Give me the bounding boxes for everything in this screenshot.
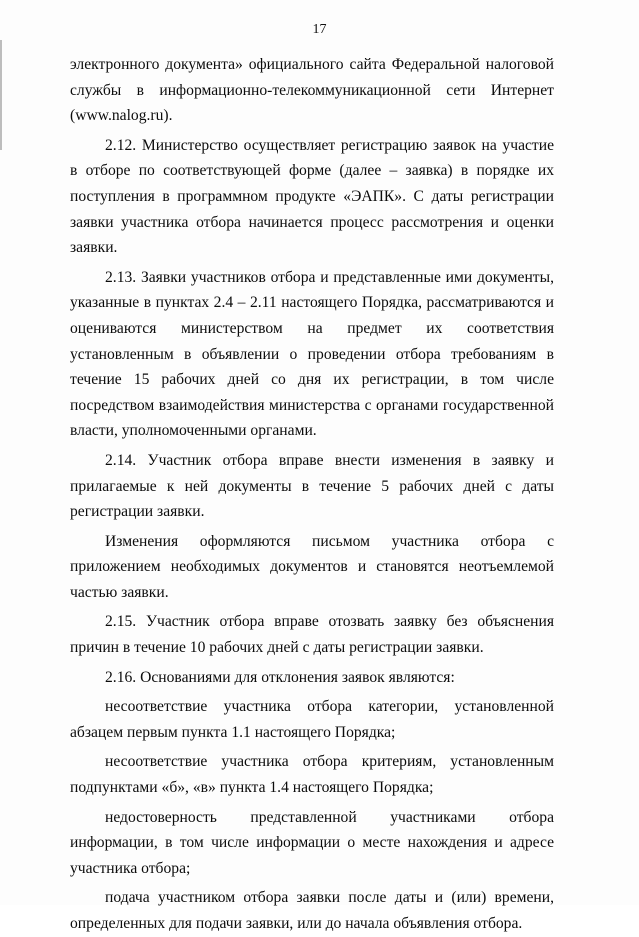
paragraph-2-12: 2.12. Министерство осуществляет регистрацию заявок на участие в отборе по соответствующей форме (далее – заявка) в порядке их поступления в программном продукте «ЭАПК». С даты регистрации заявки участника отбора начинается процесс рассмотрения и оценки заявки.: [70, 136, 554, 257]
document-body: [70, 52, 554, 937]
paragraph-2-15: 2.15. Участник отбора вправе отозвать заявку без объяснения причин в течение 10 рабочих дней с даты регистрации заявки.: [70, 613, 554, 657]
page-number: 17: [312, 22, 327, 37]
rejection-reason-2: несоответствие участника отбора критериям, установленным подпунктами «б», «в» пункта 1.4 настоящего Порядка;: [70, 753, 554, 797]
rejection-reason-4: подача участником отбора заявки после даты и (или) времени, определенных для подачи заявки, или до начала объявления отбора.: [70, 889, 554, 932]
rejection-reason-3: недостоверность представленной участниками отбора информации, в том числе информации о месте нахождения и адресе участника отбора;: [70, 808, 554, 877]
paragraph-continuation: электронного документа» официального сайта Федеральной налоговой службы в информационно-телекоммуникационной сети Интернет (www.nalog.ru).: [70, 56, 554, 125]
paragraph-2-13: 2.13. Заявки участников отбора и представленные ими документы, указанные в пунктах 2.4 – 2.11 настоящего Порядка, рассматриваются и оцениваются министерством на предмет их соответствия установленным в объявлении о проведении отбора требованиям в течение 15 рабочих дней со дня их регистрации, в том числе посредством взаимодействия министерства с органами государственной власти, уполномоченными органами.: [70, 268, 554, 440]
paragraph-2-16: 2.16. Основаниями для отклонения заявок являются:: [105, 668, 455, 686]
paragraph-2-14: 2.14. Участник отбора вправе внести изменения в заявку и прилагаемые к ней документы в течение 5 рабочих дней с даты регистрации заявки.: [70, 451, 554, 521]
rejection-reason-1: несоответствие участника отбора категории, установленной абзацем первым пункта 1.1 настоящего Порядка;: [70, 698, 554, 741]
scan-margin-mark: [0, 40, 2, 150]
paragraph-changes: Изменения оформляются письмом участника отбора с приложением необходимых документов и становятся неотъемлемой частью заявки.: [70, 532, 554, 601]
